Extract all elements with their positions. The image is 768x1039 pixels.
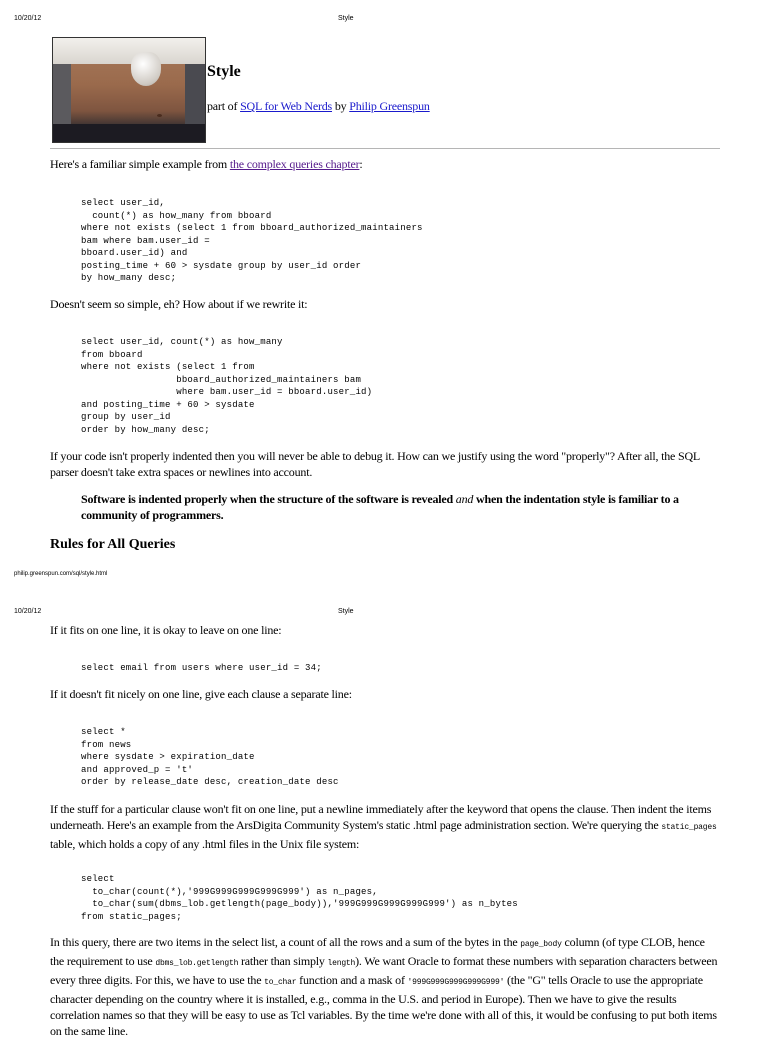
complex-queries-link[interactable]: the complex queries chapter — [229, 157, 360, 171]
print-date-2: 10/20/12 — [14, 608, 42, 615]
inline-code-page-body: page_body — [520, 940, 562, 949]
print-title-2: Style — [338, 608, 354, 615]
code-example-3: select email from users where user_id = 34; — [81, 663, 322, 673]
inline-code-mask: '999G999G999G999G999' — [407, 978, 505, 987]
clause-text-1: If the stuff for a particular clause won't fit on one line, put a newline immediately after the keyword that opens the clause. Then indent the items underneath. Here's an example from the ArsDigita Community System's static .html page administration section. We're querying the — [50, 802, 712, 832]
intro-suffix: : — [359, 157, 363, 171]
book-link[interactable]: SQL for Web Nerds — [240, 99, 333, 113]
quote-emphasis: and — [455, 492, 474, 506]
one-line-paragraph: If it fits on one line, it is okay to leave on one line: — [50, 623, 282, 637]
code-example-2: select user_id, count(*) as how_many from bboard where not exists (select 1 from bboard_authorized_maintainers bam where bam.user_id = bboard.user_id) and posting_time + 60 > sysdate group by user_id order by how_many desc; — [81, 337, 373, 435]
print-date: 10/20/12 — [14, 15, 42, 22]
print-title: Style — [338, 15, 354, 22]
code-example-4: select * from news where sysdate > expiration_date and approved_p = 't' order by release_date desc, creation_date desc — [81, 727, 339, 787]
inline-code-static-pages: static_pages — [661, 823, 717, 832]
query-text-5: function and a mask of — [296, 973, 408, 987]
query-text-2: column (of type CLOB, hence the requirement to use — [50, 935, 705, 968]
separate-line-paragraph: If it doesn't fit nicely on one line, give each clause a separate line: — [50, 687, 352, 701]
query-text-3: rather than simply — [238, 954, 328, 968]
clause-text-2: table, which holds a copy of any .html files in the Unix file system: — [50, 837, 360, 851]
intro-text: Here's a familiar simple example from — [50, 157, 230, 171]
quote-part-2: when the indentation style is familiar to a community of programmers. — [81, 492, 679, 522]
rewrite-paragraph: Doesn't seem so simple, eh? How about if we rewrite it: — [50, 297, 308, 311]
byline-by: by — [332, 99, 350, 113]
quote-part-1: Software is indented properly when the structure of the software is revealed — [81, 492, 456, 506]
code-example-5: select to_char(count(*),'999G999G999G999G999') as n_pages, to_char(sum(dbms_lob.getlength(page_body)),'999G999G999G999G999') as n_bytes from static_pages; — [81, 874, 518, 922]
query-explanation-paragraph — [50, 934, 720, 1039]
query-text-4: ). We want Oracle to format these numbers with separation characters between every three digits. For this, we have to use the — [50, 954, 718, 987]
inline-code-getlength: dbms_lob.getlength — [155, 959, 239, 968]
indentation-quote — [81, 491, 701, 523]
intro-paragraph — [50, 156, 363, 172]
article-photo — [52, 37, 206, 143]
inline-code-length: length — [327, 959, 356, 968]
footer-url: philip.greenspun.com/sql/style.html — [14, 571, 108, 577]
inline-code-to-char: to_char — [264, 978, 297, 987]
debug-paragraph: If your code isn't properly indented then you will never be able to debug it. How can we justify using the word "properly"? After all, the SQL parser doesn't take extra spaces or newlines into account. — [50, 449, 700, 479]
query-text-1: In this query, there are two items in the select list, a count of all the rows and a sum of the bytes in the — [50, 935, 521, 949]
query-text-6: (the "G" tells Oracle to use the appropriate character depending on the country where it is installed, e.g., comma in the U.S. and period in Europe). Then we have to give the results correlation names so that they will be easy to use as Tcl variables. By the time we're done with all of this, it would be confusing to put both items on the same line. — [50, 973, 717, 1038]
byline-prefix: part of — [207, 99, 241, 113]
divider — [50, 148, 720, 149]
clause-paragraph — [50, 801, 720, 852]
page-title: Style — [207, 63, 241, 80]
byline — [207, 98, 430, 114]
section-heading: Rules for All Queries — [50, 537, 176, 552]
code-example-1: select user_id, count(*) as how_many from bboard where not exists (select 1 from bboard_authorized_maintainers bam where bam.user_id = bboard.user_id) and posting_time + 60 > sysdate group by user_id order by how_many desc; — [81, 198, 423, 283]
author-link[interactable]: Philip Greenspun — [349, 99, 430, 113]
